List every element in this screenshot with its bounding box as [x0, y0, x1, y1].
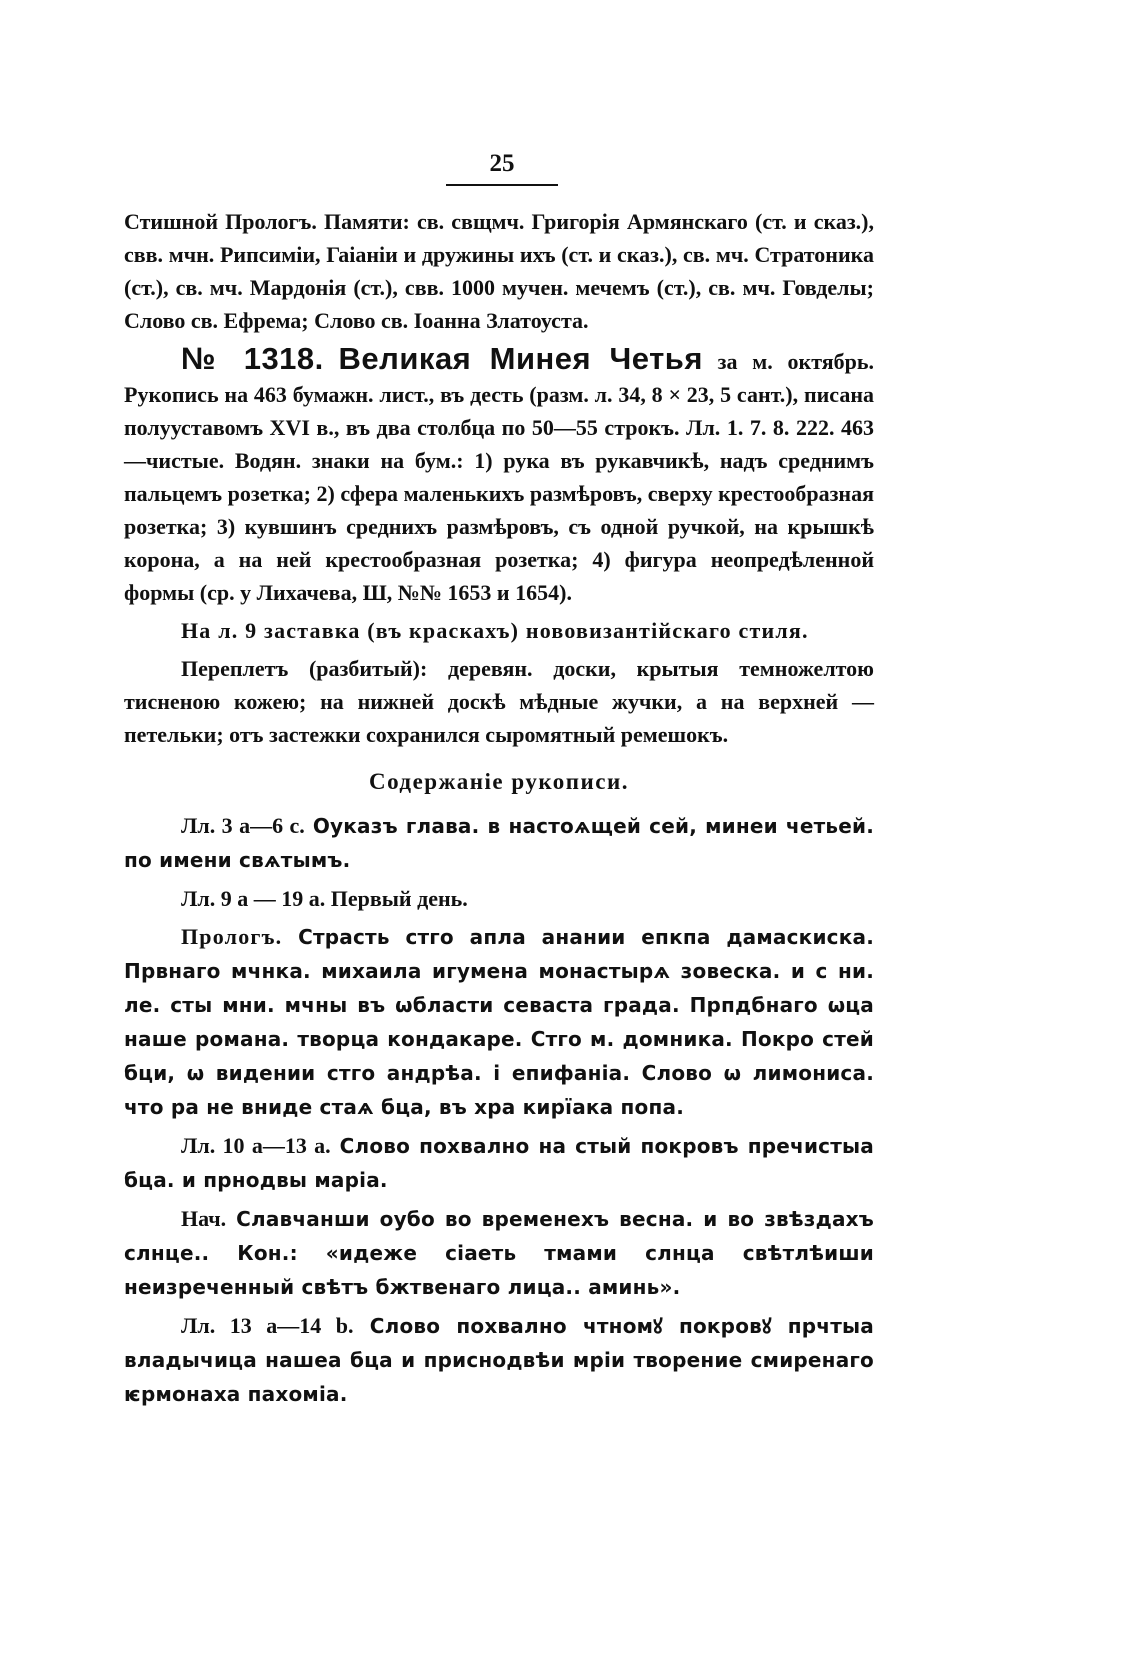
- contents-item-ref: Лл. 3 а—6 с.: [181, 813, 305, 838]
- contents-item-ref: Нач.: [181, 1206, 227, 1231]
- contents-item-text: Славчанши оубо во временехъ весна. и во звѣздахъ слнце.. Кон.: «идеже сіаеть тмами слнца свѣтлѣиши неизреченный свѣтъ бжтвенаго лица.. аминь».: [124, 1207, 874, 1299]
- contents-item-ref: Лл. 9 а — 19 а.: [181, 886, 326, 911]
- contents-item: [124, 1309, 874, 1411]
- contents-item-ref: Лл. 10 а—13 а.: [181, 1133, 331, 1158]
- paragraph-zastavka: [124, 614, 874, 647]
- contents-heading: Содержаніе рукописи.: [368, 769, 629, 794]
- contents-item-text: Страсть стго апла анании епкпа дамаскиска. Првнаго мчнка. михаила игумена монастырѧ зовеска. и с ни. ле. сты мни. мчны въ ѡбласти севаста града. Прпдбнаго ѡца наше романа. творца кондакаре. Стго м. домника. Покро стей бци, ѡ видении стго андрѣа. і епифаніа. Слово ѡ лимониса. что ра не вниде стаѧ бца, въ хра кирїака попа.: [124, 925, 874, 1119]
- prolog-text: Стишной Прологъ. Памяти: св. свщмч. Григорія Армянскаго (ст. и сказ.), свв. мчн. Рипсиміи, Гаіаніи и дружины ихъ (ст. и сказ.), св. мч. Стратоника (ст.), св. мч. Мардонія (ст.), свв. 1000 мучен. мечемъ (ст.), св. мч. Говделы; Слово св. Ефрема; Слово св. Іоанна Златоуста.: [124, 209, 874, 333]
- contents-item-ref: Прологъ.: [181, 924, 283, 949]
- contents-item: [124, 920, 874, 1124]
- entry-number: № 1318.: [181, 341, 324, 376]
- paragraph-entry-1318: [124, 342, 874, 609]
- contents-item: [124, 809, 874, 877]
- contents-item: [124, 1202, 874, 1304]
- main-text-block: [124, 205, 874, 1416]
- paragraph-prolog: [124, 205, 874, 337]
- zastavka-text: На л. 9 заставка (въ краскахъ) нововизантійскаго стиля.: [181, 618, 809, 643]
- contents-item-text: Оуказъ глава. в настоѧщей сей, минеи четьей. по имени свѧтымъ.: [124, 814, 875, 872]
- page-number-rule: [446, 184, 558, 186]
- contents-item: [124, 882, 874, 915]
- entry-title: Великая Минея Четья: [338, 341, 703, 376]
- binding-text: Переплетъ (разбитый): деревян. доски, крытыя темножелтою тисненою кожею; на нижней доскѣ мѣдные жучки, а на верхней — петельки; отъ застежки сохранился сыромятный ремешокъ.: [124, 656, 874, 747]
- contents-item: [124, 1129, 874, 1197]
- contents-item-text: Слово похвално чтномꙋ покровꙋ прчтыа владычица нашеа бца и приснодвѣи мріи творение смиренаго ѥрмонаха пахоміа.: [124, 1314, 874, 1406]
- contents-item-ref: Лл. 13 а—14 b.: [181, 1313, 354, 1338]
- contents-item-text: Первый день.: [325, 886, 468, 911]
- entry-description: за м. октябрь. Рукопись на 463 бумажн. лист., въ десть (разм. л. 34, 8 × 23, 5 сант.), писана полууставомъ XVI в., въ два столбца по 50—55 строкъ. Лл. 1. 7. 8. 222. 463—чистые. Водян. знаки на бум.: 1) рука въ рукавчикѣ, надъ среднимъ пальцемъ розетка; 2) сфера маленькихъ размѣровъ, сверху крестообразная розетка; 3) кувшинъ среднихъ размѣровъ, съ одной ручкой, на крышкѣ корона, а на ней крестообразная розетка; 4) фигура неопредѣленной формы (ср. у Лихачева, Ш, №№ 1653 и 1654).: [124, 349, 874, 605]
- page-number: 25: [489, 150, 515, 177]
- contents-item-text: Слово похвално на стый покровъ пречистыа бца. и прнодвы маріа.: [124, 1134, 874, 1192]
- paragraph-binding: [124, 652, 874, 751]
